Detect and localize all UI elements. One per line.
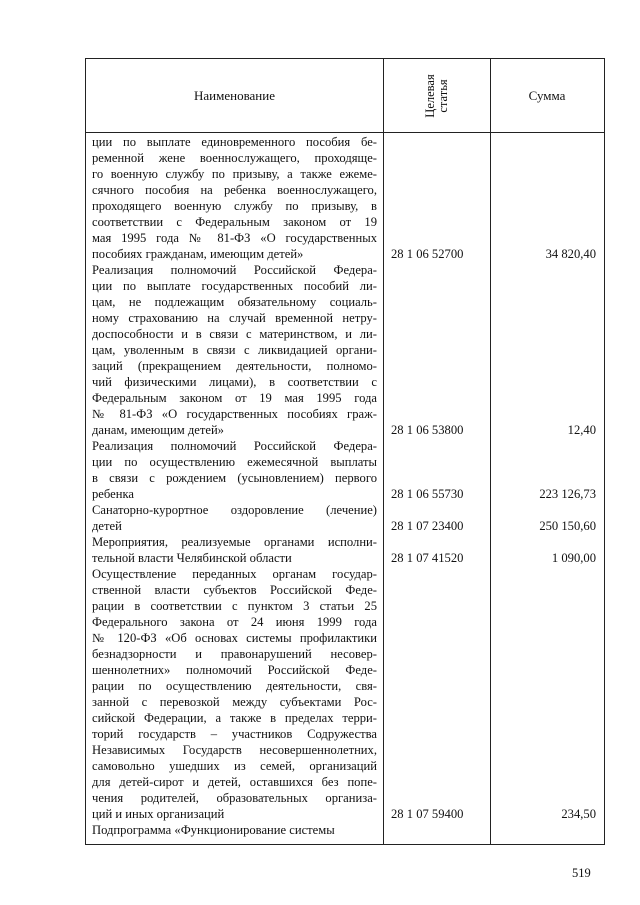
row-name: [92, 502, 377, 534]
row-name-line: торий государств – участников Содружества: [92, 727, 377, 741]
row-name: [92, 262, 377, 438]
budget-table: [85, 58, 605, 845]
row-sum: 12,40: [567, 423, 596, 437]
header-sum: Сумма: [528, 87, 566, 103]
row-name-line: цам, не подлежащим обязательному социаль-: [92, 295, 377, 309]
row-name-line: Санаторно-курортное оздоровление (лечение): [92, 503, 377, 517]
row-name-line: Реализация полномочий Российской Федера-: [92, 439, 377, 453]
row-name-line: занной с перевозкой между субъектами Рос-: [92, 695, 377, 709]
row-name-line: тельной власти Челябинской области: [92, 551, 292, 565]
row-name-line: Реализация полномочий Российской Федера-: [92, 263, 377, 277]
row-sum: 223 126,73: [539, 487, 596, 501]
row-name: [92, 534, 377, 566]
row-sum: 1 090,00: [551, 551, 596, 565]
row-name-line: рации в соответствии с пунктом 3 статьи 25: [92, 599, 377, 613]
row-name-line: ции по выплате государственных пособий ли-: [92, 279, 377, 293]
row-name-line: сийской Федерации, а также в пределах терри-: [92, 711, 377, 725]
row-sum: 250 150,60: [539, 519, 596, 533]
column-divider-target-sum: [490, 59, 491, 844]
row-name-line: чения родителей, образовательных организа-: [92, 791, 377, 805]
row-name-line: ственной власти субъектов Российской Феде-: [92, 583, 377, 597]
row-sum: 234,50: [561, 807, 596, 821]
row-name-line: мая 1995 года № 81-ФЗ «О государственных: [92, 231, 377, 245]
row-name-line: в связи с рождением (усыновлением) первого: [92, 471, 377, 485]
row-name-line: ции по осуществлению ежемесячной выплаты: [92, 455, 377, 469]
row-name-line: го военную службу по призыву, а также ежеме-: [92, 167, 377, 181]
row-name-line: доспособности и в связи с материнством, и ли-: [92, 327, 377, 341]
row-name-line: Осуществление переданных органам государ-: [92, 567, 377, 581]
header-target-article: [383, 59, 490, 132]
page-number: 519: [572, 866, 591, 880]
row-name-line: рации по осуществлению деятельности, свя-: [92, 679, 377, 693]
row-target-code: 28 1 07 23400: [391, 519, 464, 533]
row-name-line: проходящего военную службу по призыву, в: [92, 199, 377, 213]
row-name-line: Федерального закона от 24 июня 1999 года: [92, 615, 377, 629]
row-name: [92, 566, 377, 822]
row-name-line: № 120-ФЗ «Об основах системы профилактики: [92, 631, 377, 645]
row-name-line: сячного пособия на ребенка военнослужащего,: [92, 183, 377, 197]
row-name-line: самовольно ушедших из семей, организаций: [92, 759, 377, 773]
row-name-line: детей: [92, 519, 122, 533]
row-name-line: Независимых Государств несовершеннолетних,: [92, 743, 377, 757]
row-name-line: для детей-сирот и детей, оставшихся без попе-: [92, 775, 377, 789]
row-name-line: цам, уволенным в связи с ликвидацией органи-: [92, 343, 377, 357]
row-name-line: безнадзорности и правонарушений несовер-: [92, 647, 377, 661]
row-target-code: 28 1 06 52700: [391, 247, 464, 261]
row-name-line: заций (прекращением деятельности, полномо-: [92, 359, 377, 373]
row-target-code: 28 1 06 53800: [391, 423, 464, 437]
row-name: [92, 438, 377, 502]
row-name-line: ному страхованию на случай временной нетру-: [92, 311, 377, 325]
column-divider-name-target: [383, 59, 384, 844]
header-name: Наименование: [194, 87, 275, 103]
row-target-code: 28 1 07 41520: [391, 551, 464, 565]
row-name-line: Федеральным законом от 19 мая 1995 года: [92, 391, 377, 405]
row-name-line: данам, имеющим детей»: [92, 423, 224, 437]
row-target-code: 28 1 06 55730: [391, 487, 464, 501]
row-name-line: ременной жене военнослужащего, проходяще-: [92, 151, 377, 165]
row-name-line: шеннолетних» полномочий Российской Феде-: [92, 663, 377, 677]
row-name-line: Мероприятия, реализуемые органами исполни-: [92, 535, 377, 549]
row-name: [92, 134, 377, 262]
row-name-line: ций и иных организаций: [92, 807, 225, 821]
row-name-line: чий физическими лицами), в соответствии с: [92, 375, 377, 389]
row-name-line: Подпрограмма «Функционирование системы: [92, 823, 335, 837]
row-target-code: 28 1 07 59400: [391, 807, 464, 821]
row-name-line: пособиях гражданам, имеющим детей»: [92, 247, 304, 261]
header-bottom-border: [86, 132, 604, 133]
row-name-line: № 81-ФЗ «О государственных пособиях граж-: [92, 407, 377, 421]
row-name-line: ции по выплате единовременного пособия бе-: [92, 135, 377, 149]
row-name-line: ребенка: [92, 487, 134, 501]
row-name: [92, 822, 377, 838]
row-sum: 34 820,40: [545, 247, 596, 261]
header-target-label: Целевая статья: [422, 73, 450, 118]
row-name-line: соответствии с Федеральным законом от 19: [92, 215, 377, 229]
